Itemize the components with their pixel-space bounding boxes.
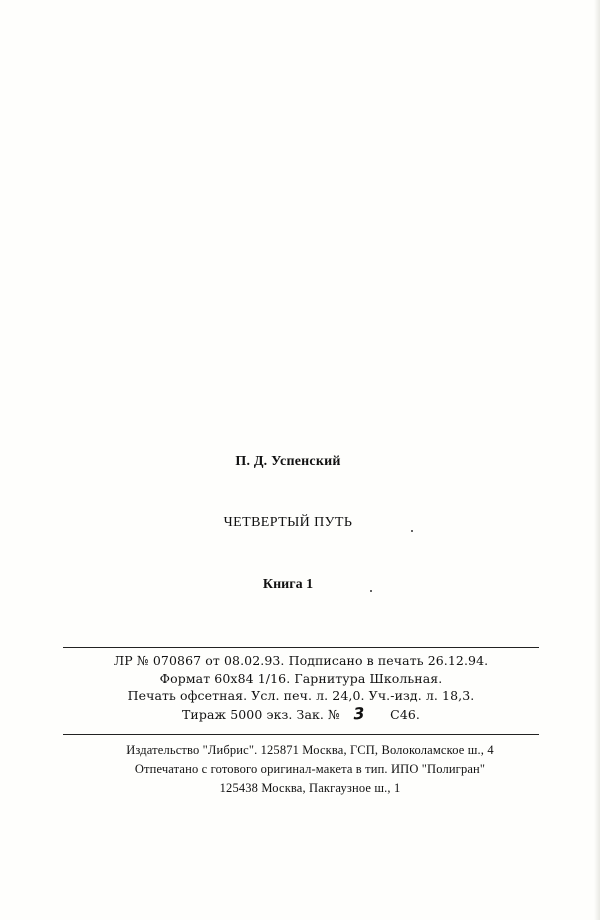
- author-name: П. Д. Успенский: [235, 454, 341, 469]
- printer-line: Отпечатано с готового оригинал-макета в тип. ИПО "Полигран": [134, 762, 486, 776]
- imprint-top-rule: [63, 647, 539, 648]
- print-line: Печать офсетная. Усл. печ. л. 24,0. Уч.-изд. л. 18,3.: [127, 688, 475, 703]
- run-prefix: Тираж 5000 экз. Зак. №: [182, 706, 340, 722]
- format-line: Формат 60х84 1/16. Гарнитура Школьная.: [159, 670, 443, 686]
- publisher-block: [40, 741, 580, 798]
- page-edge-shadow: [594, 0, 600, 920]
- imprint-block: [63, 652, 539, 723]
- classification-code: С46.: [390, 706, 420, 722]
- print-speck: [370, 590, 372, 592]
- printer-address-line: 125438 Москва, Пакгаузное ш., 1: [219, 781, 401, 795]
- imprint-bottom-rule: [63, 734, 539, 735]
- book-title: ЧЕТВЕРТЫЙ ПУТЬ: [223, 515, 353, 530]
- volume-label: Книга 1: [262, 577, 314, 592]
- print-speck: [411, 530, 413, 532]
- handwritten-order-number: 3: [352, 703, 366, 723]
- run-line: [63, 705, 539, 724]
- publisher-line: Издательство "Либрис". 125871 Москва, ГСП, Волоколамское ш., 4: [126, 743, 494, 757]
- license-line: ЛР № 070867 от 08.02.93. Подписано в печать 26.12.94.: [113, 653, 489, 668]
